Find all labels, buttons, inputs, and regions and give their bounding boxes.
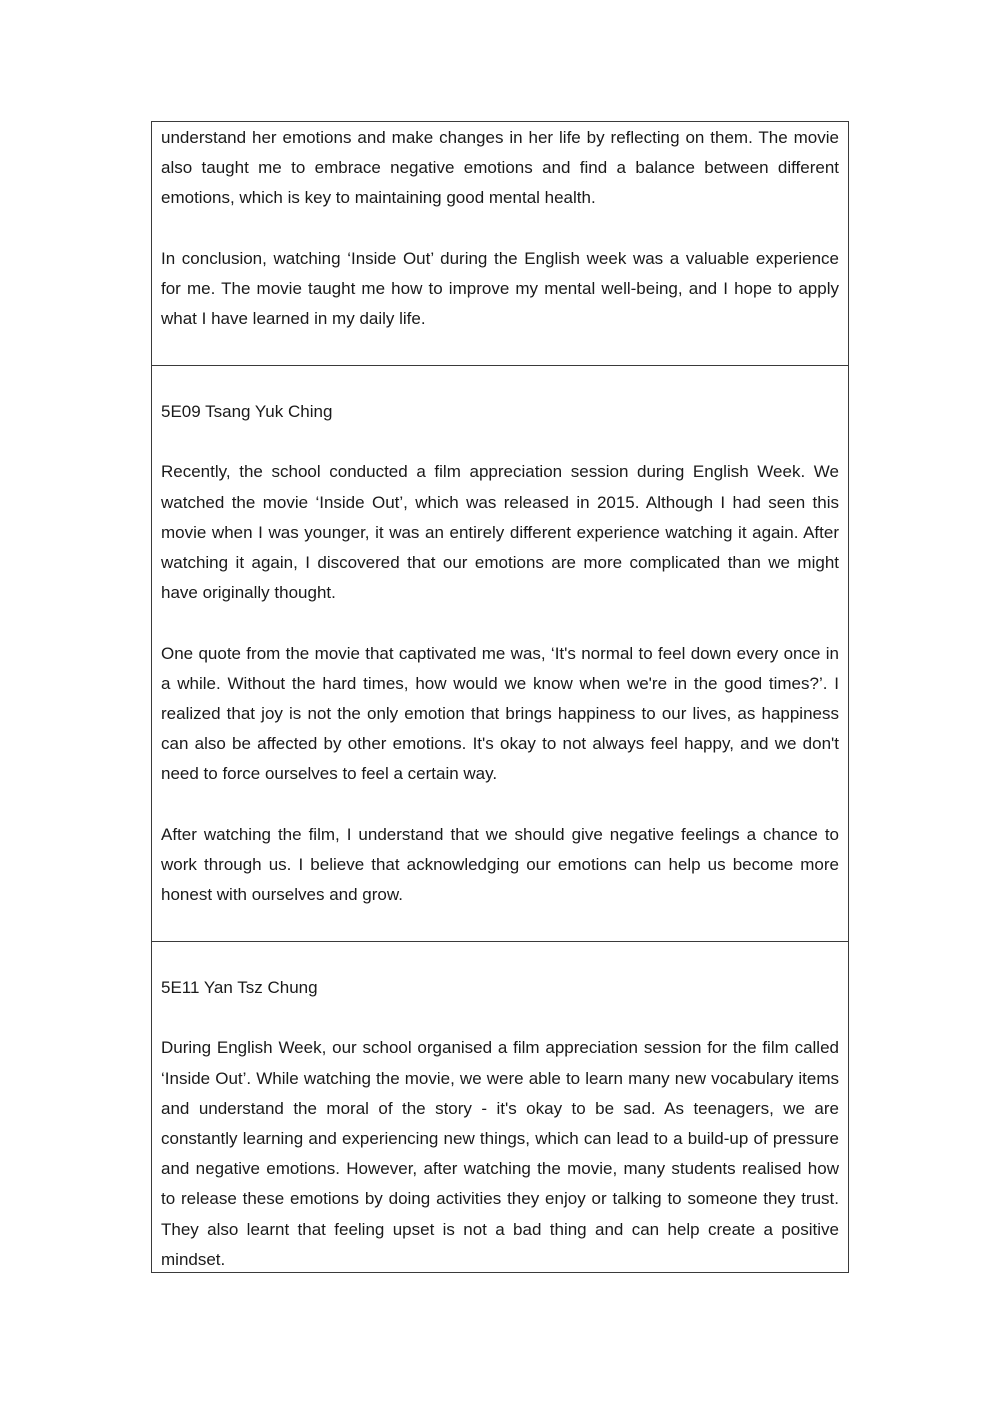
paragraph: One quote from the movie that captivated me was, ‘It's normal to feel down every once in a while. Without the hard times, how would we know when we're in the good times?’. I realized that joy is not the only emotion that brings happiness to our lives, as happiness can also be affected by other emotions. It's okay to not always feel happy, and we don't need to force ourselves to feel a certain way. xyxy=(161,643,839,784)
paragraph: During English Week, our school organised a film appreciation session for the film called ‘Inside Out’. While watching the movie, we were able to learn many new vocabulary items and understand the moral of the story - it's okay to be sad. As teenagers, we are constantly learning and experiencing new things, which can lead to a build-up of pressure and negative emotions. However, after watching the movie, many students realised how to release these emotions by doing activities they enjoy or talking to someone they trust. They also learnt that feeling upset is not a bad thing and can help create a positive mindset. xyxy=(161,1038,839,1269)
reflections-table xyxy=(151,121,849,1273)
entry-cell-yan-tsz-chung xyxy=(152,941,848,1272)
author-name: 5E09 Tsang Yuk Ching xyxy=(161,402,333,421)
paragraph: After watching the film, I understand that we should give negative feelings a chance to work through us. I believe that acknowledging our emotions can help us become more honest with ourselves and grow. xyxy=(161,824,839,905)
paragraph: In conclusion, watching ‘Inside Out’ during the English week was a valuable experience for me. The movie taught me how to improve my mental well-being, and I hope to apply what I have learned in my daily life. xyxy=(161,248,839,329)
entry-cell-tsang-yuk-ching xyxy=(152,365,848,941)
author-name: 5E11 Yan Tsz Chung xyxy=(161,978,318,997)
paragraph: understand her emotions and make changes in her life by reflecting on them. The movie also taught me to embrace negative emotions and find a balance between different emotions, which is key to maintaining good mental health. xyxy=(161,128,839,208)
entry-cell-continued xyxy=(152,122,848,365)
paragraph: Recently, the school conducted a film appreciation session during English Week. We watched the movie ‘Inside Out’, which was released in 2015. Although I had seen this movie when I was younger, it was an entirely different experience watching it again. After watching it again, I discovered that our emotions are more complicated than we might have originally thought. xyxy=(161,462,839,603)
